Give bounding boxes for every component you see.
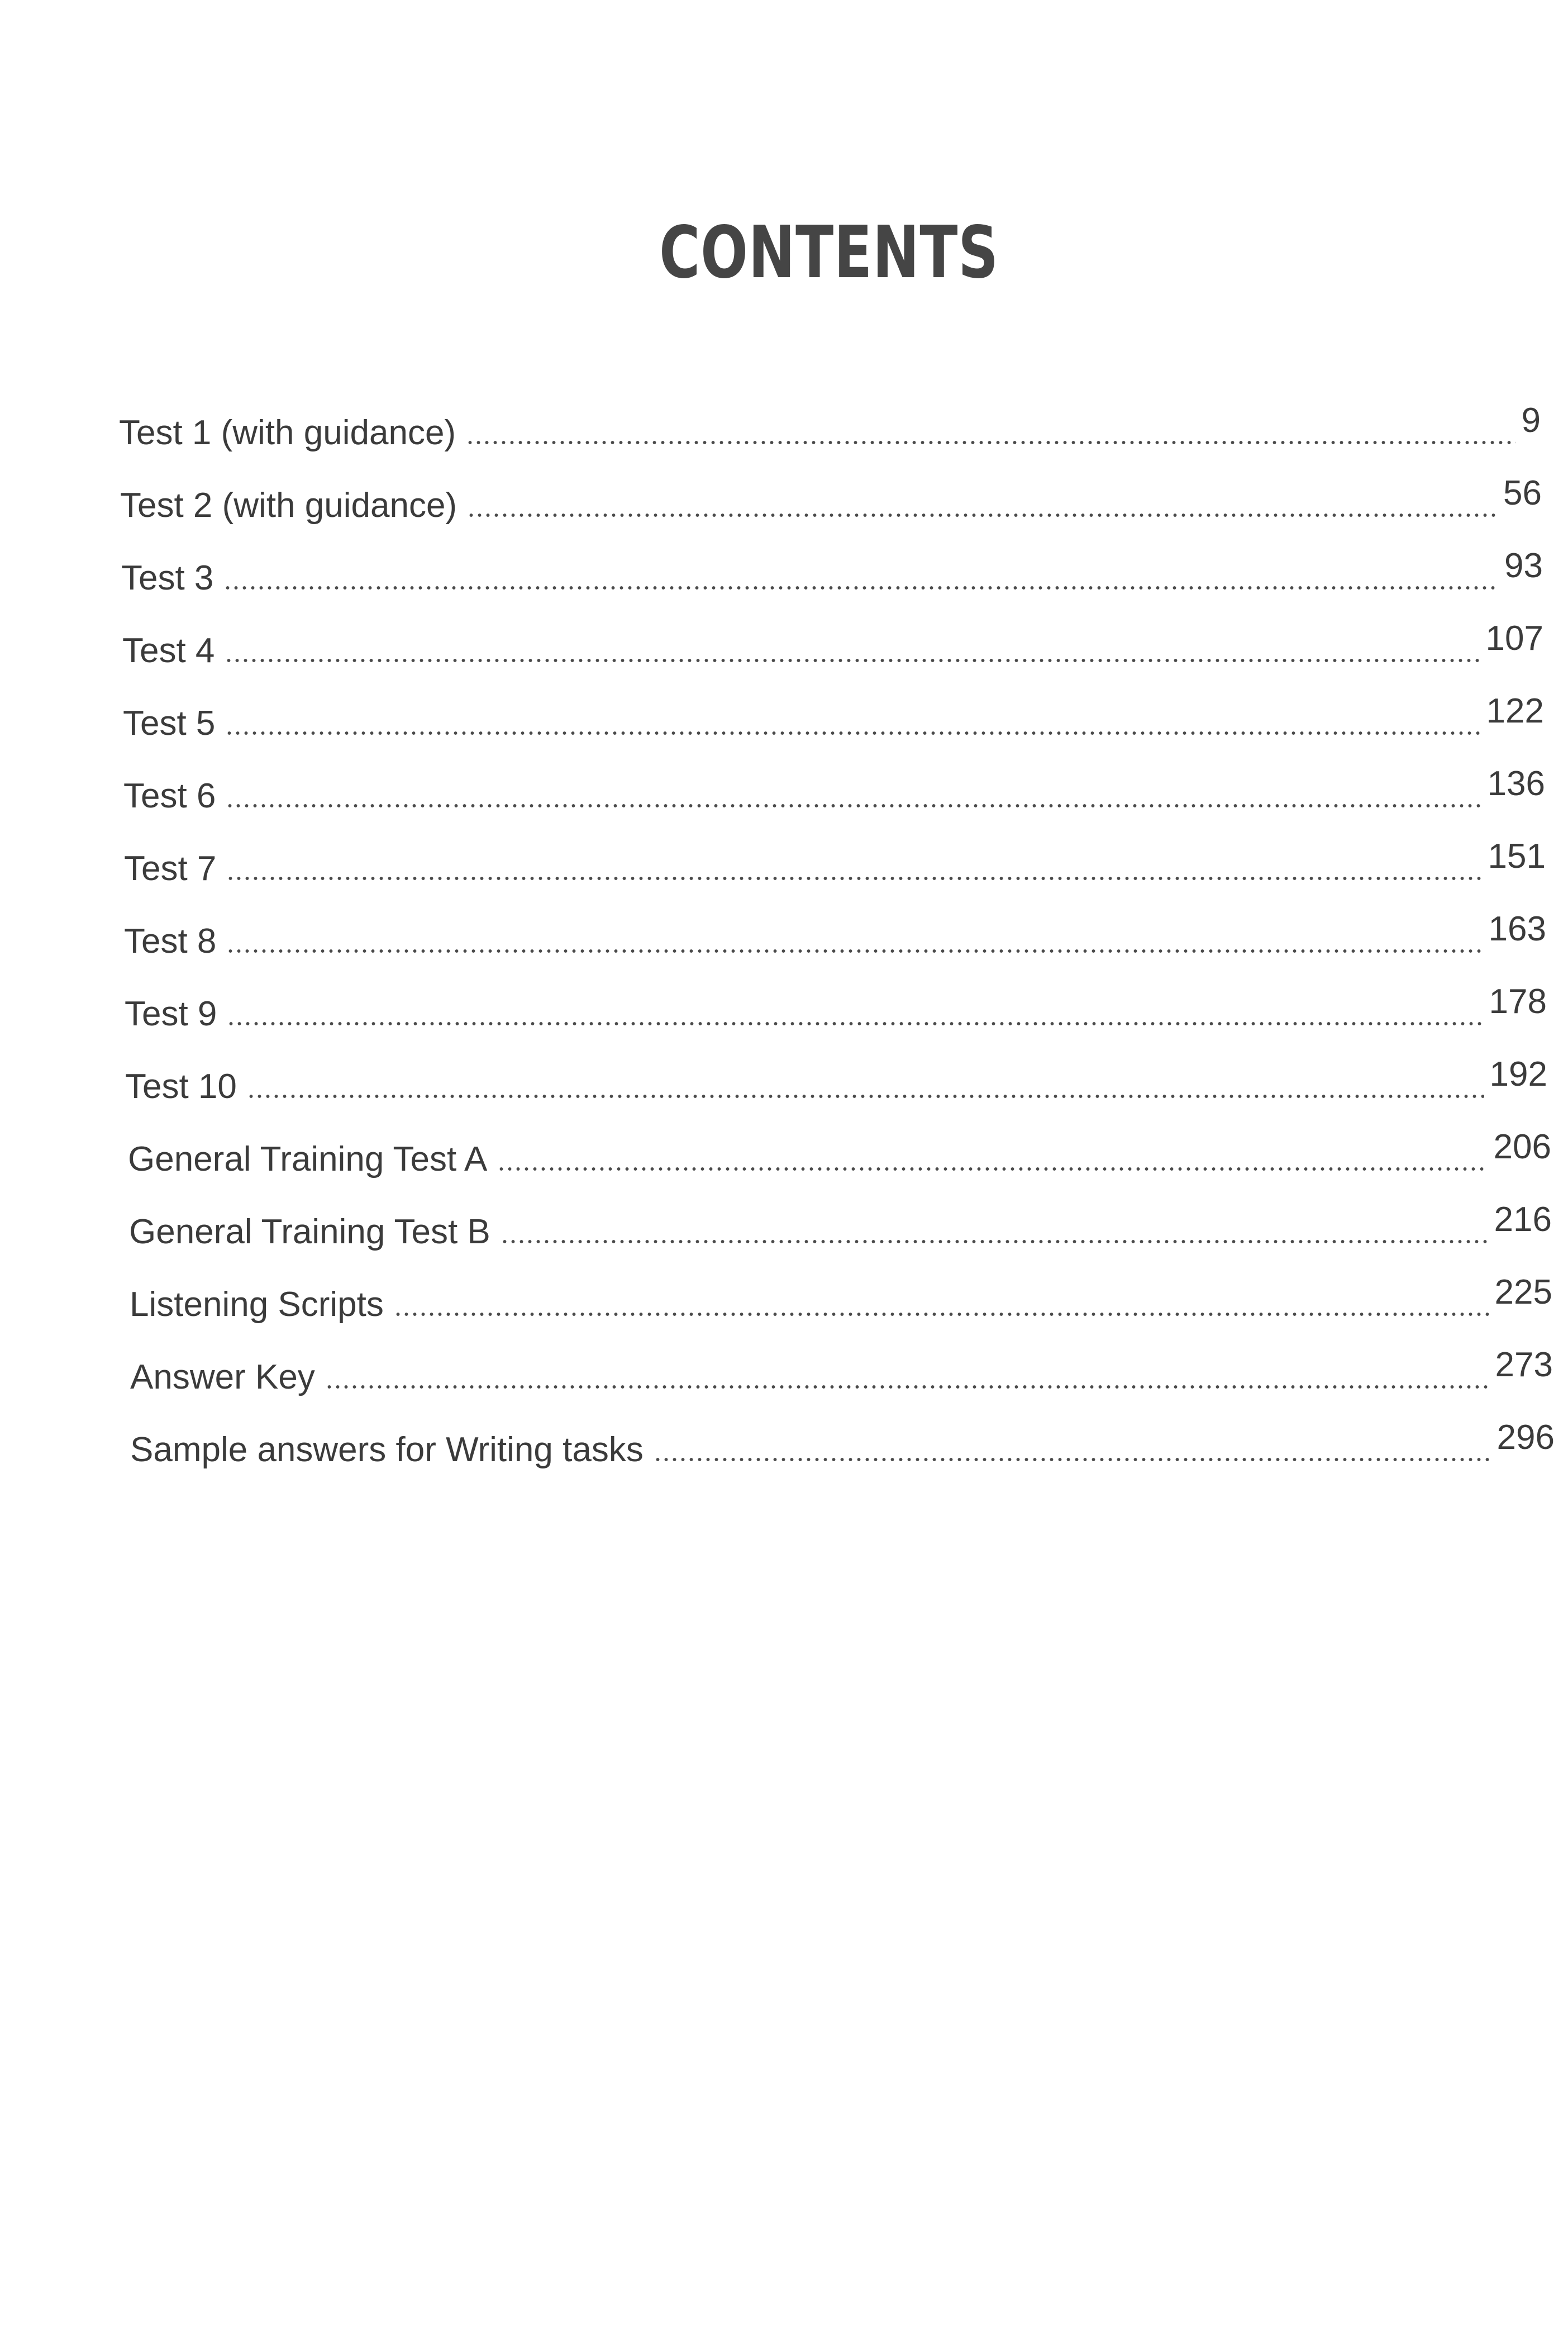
dot-leader [497, 1167, 1488, 1171]
toc-entry [129, 1190, 1552, 1252]
dot-leader [226, 804, 1481, 808]
dot-leader [654, 1457, 1491, 1462]
toc-entry-label: Test 9 [125, 995, 217, 1033]
toc-entry-page: 192 [1489, 1055, 1547, 1094]
dot-leader [466, 440, 1515, 445]
toc-entry-page: 136 [1487, 764, 1545, 803]
toc-entry [130, 1263, 1552, 1324]
toc-entry [124, 827, 1546, 888]
toc-entry-label: Listening Scripts [130, 1285, 384, 1324]
toc-entry-page: 122 [1486, 692, 1544, 730]
toc-entry-label: Test 7 [124, 849, 217, 888]
dot-leader [394, 1312, 1489, 1316]
toc-entry-label: Test 10 [125, 1067, 237, 1106]
toc-entry [123, 682, 1544, 743]
toc-entry-page: 151 [1488, 837, 1546, 876]
dot-leader [223, 586, 1499, 590]
page-title: CONTENTS [659, 211, 999, 294]
toc-entry-label: Test 6 [123, 777, 216, 815]
toc-entry [123, 754, 1545, 816]
toc-entry [124, 900, 1546, 961]
toc-entry-page: 296 [1496, 1418, 1555, 1457]
toc-entry [119, 391, 1541, 453]
toc-entry-page: 93 [1504, 546, 1543, 585]
toc-entry-label: General Training Test B [129, 1213, 490, 1251]
toc-entry-label: General Training Test A [128, 1140, 488, 1178]
toc-entry-page: 107 [1485, 619, 1543, 658]
toc-entry-page: 56 [1503, 474, 1542, 512]
toc-entry-page: 206 [1493, 1128, 1551, 1166]
toc-entry [120, 464, 1542, 525]
toc-entry [128, 1118, 1551, 1179]
toc-entry-page: 9 [1521, 401, 1541, 440]
toc-entry-label: Test 2 (with guidance) [120, 486, 457, 525]
toc-entry [125, 972, 1547, 1034]
toc-entry-label: Test 8 [124, 922, 217, 961]
toc-entry-label: Answer Key [130, 1358, 315, 1396]
dot-leader [225, 658, 1480, 663]
toc-entry [121, 536, 1543, 598]
dot-leader [226, 949, 1483, 953]
dot-leader [325, 1385, 1490, 1389]
toc-entry [122, 609, 1543, 671]
dot-leader [227, 1021, 1483, 1026]
toc-entry-page: 273 [1495, 1346, 1553, 1384]
toc-entry [130, 1408, 1555, 1470]
dot-leader [467, 513, 1498, 517]
toc-entry-label: Test 5 [123, 704, 216, 743]
toc-entry [130, 1335, 1553, 1397]
toc-entry-label: Test 4 [122, 631, 215, 670]
dot-leader [226, 876, 1482, 881]
toc-entry-page: 163 [1488, 910, 1546, 948]
toc-entry-label: Test 1 (with guidance) [119, 413, 456, 452]
toc-entry [125, 1045, 1547, 1106]
toc-entry-page: 178 [1489, 982, 1547, 1021]
toc-entry-label: Test 3 [121, 559, 214, 597]
dot-leader [225, 731, 1480, 735]
toc-entry-page: 216 [1494, 1200, 1552, 1239]
toc-entry-label: Sample answers for Writing tasks [130, 1430, 644, 1469]
dot-leader [247, 1094, 1484, 1099]
toc-entry-page: 225 [1494, 1273, 1552, 1311]
dot-leader [501, 1239, 1489, 1244]
